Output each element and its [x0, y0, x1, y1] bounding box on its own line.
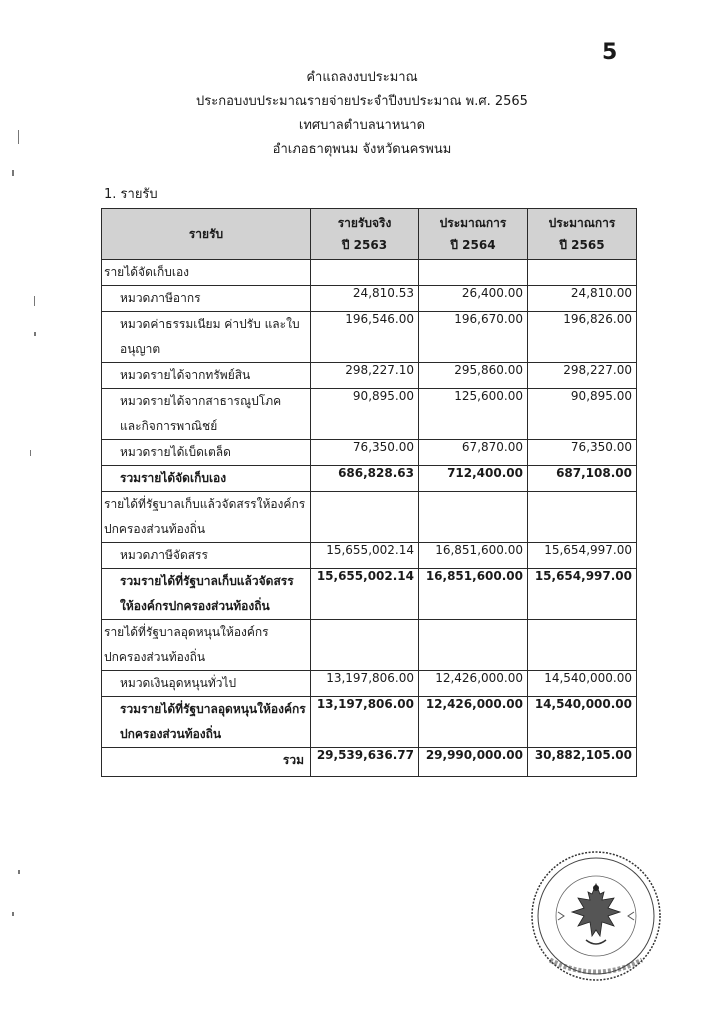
row-value-2564: 12,426,000.00 [419, 697, 528, 748]
row-value-2564 [419, 260, 528, 286]
scan-mark [34, 296, 35, 306]
scan-mark [18, 130, 19, 144]
table-header-row [102, 209, 637, 260]
header-label: รายรับ [102, 209, 311, 260]
table-row-group [102, 492, 637, 543]
table-row [102, 312, 637, 363]
row-value-2564: 16,851,600.00 [419, 569, 528, 620]
row-value-2564 [419, 492, 528, 543]
row-value-2563: 90,895.00 [311, 389, 419, 440]
total-label: รวม [102, 748, 311, 777]
row-value-2565: 687,108.00 [528, 466, 637, 492]
header-est2564-line1: ประมาณการ [439, 216, 507, 230]
header-est2565-line2: ปี 2565 [559, 238, 605, 252]
scan-mark [34, 332, 36, 336]
row-value-2564: 16,851,600.00 [419, 543, 528, 569]
row-value-2563 [311, 492, 419, 543]
table-row-subtotal [102, 466, 637, 492]
scan-mark [12, 912, 14, 916]
scan-mark [30, 450, 31, 456]
row-value-2563: 24,810.53 [311, 286, 419, 312]
header-est2564-line2: ปี 2564 [450, 238, 496, 252]
row-value-2565: 76,350.00 [528, 440, 637, 466]
row-value-2564: 196,670.00 [419, 312, 528, 363]
row-value-2563 [311, 620, 419, 671]
total-value-2563: 29,539,636.77 [311, 748, 419, 777]
total-value-2564: 29,990,000.00 [419, 748, 528, 777]
table-row-subtotal [102, 697, 637, 748]
header-estimate-2564 [419, 209, 528, 260]
header-district: อำเภอธาตุพนม จังหวัดนครพนม [272, 142, 452, 157]
row-value-2565 [528, 620, 637, 671]
row-value-2563: 298,227.10 [311, 363, 419, 389]
row-value-2565: 90,895.00 [528, 389, 637, 440]
table-row-total [102, 748, 637, 777]
row-label: หมวดค่าธรรมเนียม ค่าปรับ และใบอนุญาต [102, 312, 311, 363]
row-label: หมวดรายได้เบ็ดเตล็ด [102, 440, 311, 466]
row-value-2563: 13,197,806.00 [311, 697, 419, 748]
table-row [102, 389, 637, 440]
row-value-2565: 15,654,997.00 [528, 569, 637, 620]
document-header [0, 66, 724, 162]
header-actual-2563 [311, 209, 419, 260]
row-label: หมวดภาษีอากร [102, 286, 311, 312]
page-number: 5 [602, 40, 618, 65]
table-row-subtotal [102, 569, 637, 620]
revenue-table [101, 208, 637, 777]
row-label: หมวดรายได้จากสาธารณูปโภค และกิจการพาณิชย์ [102, 389, 311, 440]
row-value-2565: 24,810.00 [528, 286, 637, 312]
table-row [102, 543, 637, 569]
table-row-group [102, 620, 637, 671]
row-label: รวมรายได้ที่รัฐบาลอุดหนุนให้องค์กรปกครองส่วนท้องถิ่น [102, 697, 311, 748]
row-value-2565 [528, 260, 637, 286]
row-value-2564: 67,870.00 [419, 440, 528, 466]
section-title: 1. รายรับ [104, 187, 158, 202]
row-value-2564: 125,600.00 [419, 389, 528, 440]
header-municipality: เทศบาลตำบลนาหนาด [298, 118, 426, 133]
row-label: รายได้จัดเก็บเอง [102, 260, 311, 286]
row-value-2565: 15,654,997.00 [528, 543, 637, 569]
header-title: คำแถลงงบประมาณ [306, 70, 418, 85]
row-value-2563: 13,197,806.00 [311, 671, 419, 697]
row-label: หมวดรายได้จากทรัพย์สิน [102, 363, 311, 389]
scan-mark [18, 870, 20, 874]
table-row [102, 286, 637, 312]
row-value-2563: 686,828.63 [311, 466, 419, 492]
header-estimate-2565 [528, 209, 637, 260]
row-value-2564: 26,400.00 [419, 286, 528, 312]
row-value-2563: 15,655,002.14 [311, 569, 419, 620]
row-value-2565: 14,540,000.00 [528, 671, 637, 697]
row-value-2565 [528, 492, 637, 543]
row-value-2564 [419, 620, 528, 671]
table-row [102, 440, 637, 466]
row-value-2564: 712,400.00 [419, 466, 528, 492]
row-value-2564: 295,860.00 [419, 363, 528, 389]
row-label: รวมรายได้จัดเก็บเอง [102, 466, 311, 492]
row-value-2565: 298,227.00 [528, 363, 637, 389]
official-seal-icon [528, 848, 664, 984]
row-value-2563: 76,350.00 [311, 440, 419, 466]
scan-mark [12, 170, 14, 176]
table-row [102, 363, 637, 389]
row-value-2563: 15,655,002.14 [311, 543, 419, 569]
row-label: หมวดภาษีจัดสรร [102, 543, 311, 569]
header-subtitle: ประกอบงบประมาณรายจ่ายประจำปีงบประมาณ พ.ศ. 2565 [196, 94, 528, 109]
row-label: รายได้ที่รัฐบาลอุดหนุนให้องค์กรปกครองส่วนท้องถิ่น [102, 620, 311, 671]
row-value-2563: 196,546.00 [311, 312, 419, 363]
header-actual-line1: รายรับจริง [337, 216, 392, 230]
row-value-2565: 196,826.00 [528, 312, 637, 363]
header-actual-line2: ปี 2563 [341, 238, 388, 252]
row-value-2563 [311, 260, 419, 286]
header-est2565-line1: ประมาณการ [548, 216, 616, 230]
row-value-2565: 14,540,000.00 [528, 697, 637, 748]
row-label: รวมรายได้ที่รัฐบาลเก็บแล้วจัดสรรให้องค์กรปกครองส่วนท้องถิ่น [102, 569, 311, 620]
row-value-2564: 12,426,000.00 [419, 671, 528, 697]
table-row-group [102, 260, 637, 286]
table-row [102, 671, 637, 697]
row-label: รายได้ที่รัฐบาลเก็บแล้วจัดสรรให้องค์กรปกครองส่วนท้องถิ่น [102, 492, 311, 543]
row-label: หมวดเงินอุดหนุนทั่วไป [102, 671, 311, 697]
total-value-2565: 30,882,105.00 [528, 748, 637, 777]
